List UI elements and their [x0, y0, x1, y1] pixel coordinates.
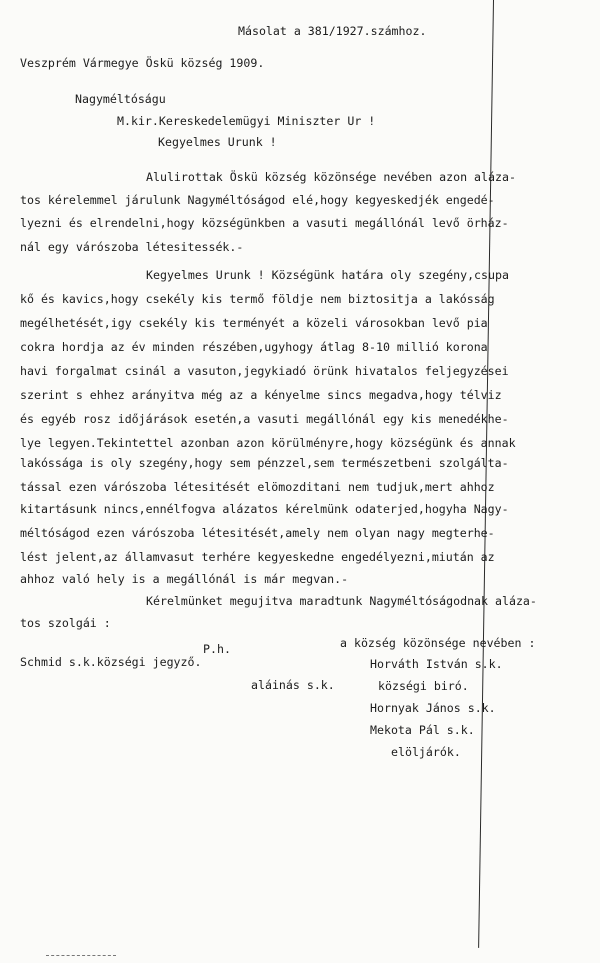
salutation-line-2: M.kir.Kereskedelemügyi Miniszter Ur ! — [117, 114, 376, 128]
bottom-dashes — [46, 955, 116, 957]
body-line: kő és kavics,hogy csekély kis termő földje nem biztositja a lakósság — [20, 292, 495, 306]
salutation-line-1: Nagyméltóságu — [75, 92, 166, 106]
body-line: szerint s ehhez arányitva még az a kényelme sincs megadva,hogy télviz — [20, 388, 502, 402]
body-line: méltóságod ezen várószoba létesitését,amely nem olyan nagy megterhe- — [20, 526, 495, 540]
body-line: lakóssága is oly szegény,hogy sem pénzzel,sem természetbeni szolgálta- — [20, 456, 509, 470]
body-line: tással ezen várószoba létesitését elömozditani nem tudjuk,mert ahhoz — [20, 480, 495, 494]
body-line: megélhetését,igy csekély kis terményét a közeli városokban levő pia — [20, 316, 488, 330]
judge-title: községi biró. — [378, 679, 469, 693]
body-line: Kérelmünket megujitva maradtunk Nagyméltóságodnak aláza- — [146, 594, 537, 608]
body-line: tos kérelemmel járulunk Nagyméltóságod elé,hogy kegyeskedjék engedé- — [20, 193, 495, 207]
seal-mark: P.h. — [203, 642, 231, 656]
body-line: Kegyelmes Urunk ! Községünk határa oly szegény,csupa — [146, 268, 509, 282]
salutation-line-3: Kegyelmes Urunk ! — [158, 135, 277, 149]
body-line: tos szolgái : — [20, 616, 111, 630]
vertical-margin-line — [478, 0, 494, 948]
body-line: kitartásunk nincs,ennélfogva alázatos kérelmünk odaterjed,hogyha Nagy- — [20, 502, 509, 516]
origin-line: Veszprém Vármegye Öskü község 1909. — [20, 56, 265, 70]
body-line: cokra hordja az év minden részében,ugyhogy átlag 8-10 millió korona — [20, 340, 488, 354]
member-signature-2: Mekota Pál s.k. — [370, 723, 475, 737]
copy-note: Másolat a 381/1927.számhoz. — [238, 24, 427, 38]
member-signature-1: Hornyak János s.k. — [370, 701, 496, 715]
body-line: és egyéb rosz időjárások esetén,a vasuti megállónál egy kis menedékhe- — [20, 412, 509, 426]
body-line: lyezni és elrendelni,hogy községünkben a vasuti megállónál levő örház- — [20, 216, 509, 230]
members-title: elöljárók. — [391, 745, 461, 759]
community-intro: a község közönsége nevében : — [340, 636, 536, 650]
body-line: nál egy várószoba létesitessék.- — [20, 240, 244, 254]
body-line: lye legyen.Tekintettel azonban azon körülményre,hogy községünk és annak — [20, 436, 516, 450]
notary-signature: Schmid s.k.községi jegyző. — [20, 655, 202, 669]
body-line: ahhoz való hely is a megállónál is már megvan.- — [20, 572, 349, 586]
alairas-label: aláinás s.k. — [251, 678, 335, 692]
body-line: havi forgalmat csinál a vasuton,jegykiadó örünk hivatalos feljegyzései — [20, 364, 509, 378]
body-line: Alulirottak Öskü község közönsége nevében azon aláza- — [146, 170, 516, 184]
body-line: lést jelent,az államvasut terhére kegyeskedne engedélyezni,miután az — [20, 550, 495, 564]
judge-signature: Horváth István s.k. — [370, 657, 503, 671]
